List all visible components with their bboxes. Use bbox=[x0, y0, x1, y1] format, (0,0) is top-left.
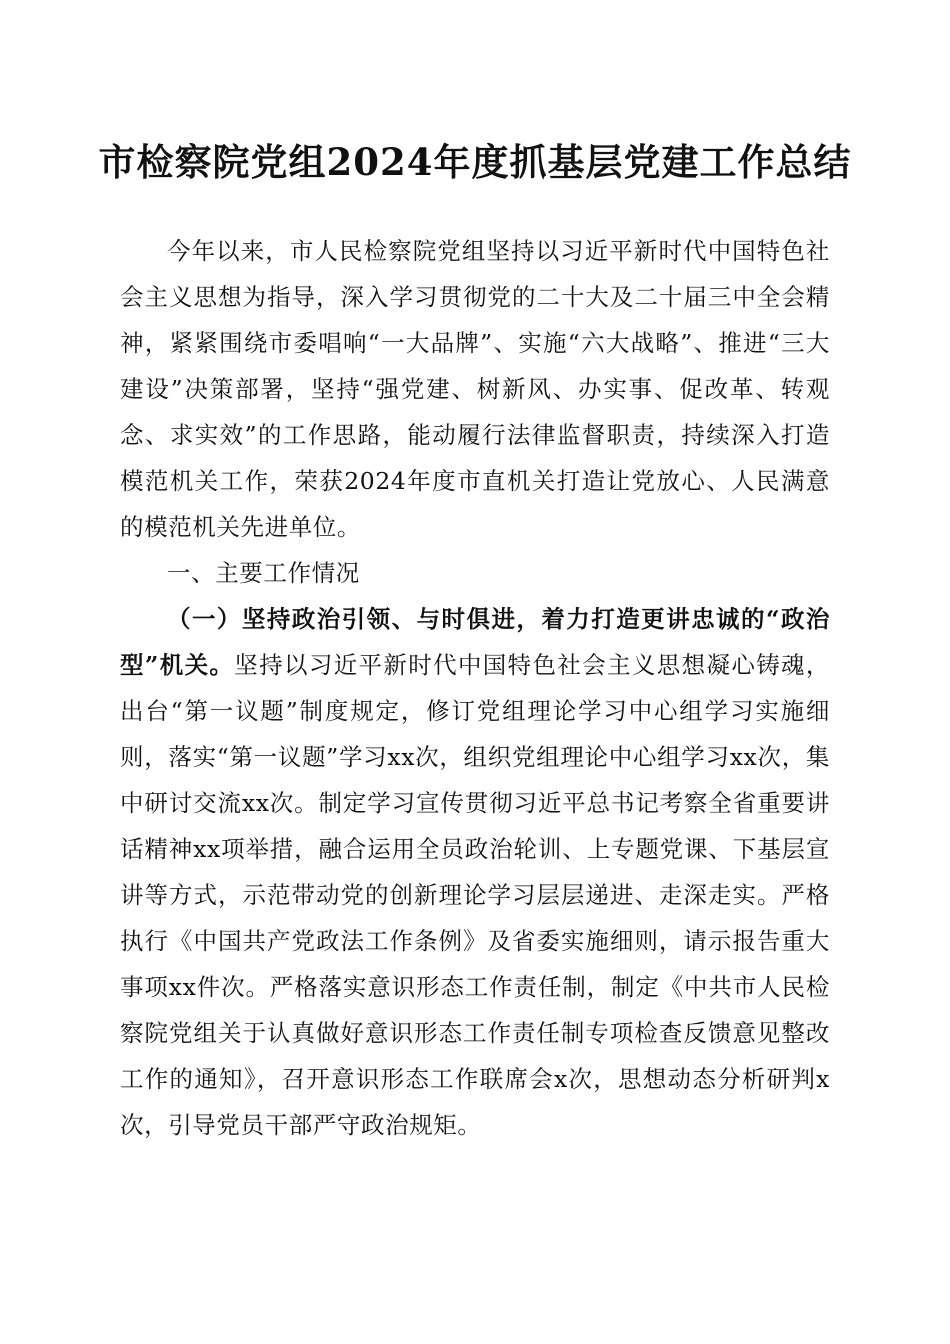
document-title: 市检察院党组2024年度抓基层党建工作总结 bbox=[98, 140, 852, 184]
section-item-body: 坚持以习近平新时代中国特色社会主义思想凝心铸魂，出台“第一议题”制度规定，修订党组理论学习中心组学习实施细则，落实“第一议题”学习xx次，组织党组理论中心组学习xx次，集中研讨交流xx次。制定学习宣传贯彻习近平总书记考察全省重要讲话精神xx项举措，融合运用全员政治轮训、上专题党课、下基层宣讲等方式，示范带动党的创新理论学习层层递进、走深走实。严格执行《中国共产党政法工作条例》及省委实施细则，请示报告重大事项xx件次。严格落实意识形态工作责任制，制定《中共市人民检察院党组关于认真做好意识形态工作责任制专项检查反馈意见整改工作的通知》，召开意识形态工作联席会x次，思想动态分析研判x次，引导党员干部严守政治规矩。 bbox=[120, 651, 830, 1139]
section-heading: 一、主要工作情况 bbox=[167, 559, 360, 587]
section-item-lead: （一）坚持政治引领、与时俱进，着力打造更讲忠诚的“政治型”机关。 bbox=[120, 605, 830, 679]
section-item-paragraph bbox=[120, 596, 830, 1148]
intro-paragraph: 今年以来，市人民检察院党组坚持以习近平新时代中国特色社会主义思想为指导，深入学习贯彻党的二十大及二十届三中全会精神，紧紧围绕市委唱响“一大品牌”、实施“六大战略”、推进“三大建设”决策部署，坚持“强党建、树新风、办实事、促改革、转观念、求实效”的工作思路，能动履行法律监督职责，持续深入打造模范机关工作，荣获2024年度市直机关打造让党放心、人民满意的模范机关先进单位。 bbox=[120, 237, 830, 541]
document-body bbox=[120, 228, 830, 1148]
